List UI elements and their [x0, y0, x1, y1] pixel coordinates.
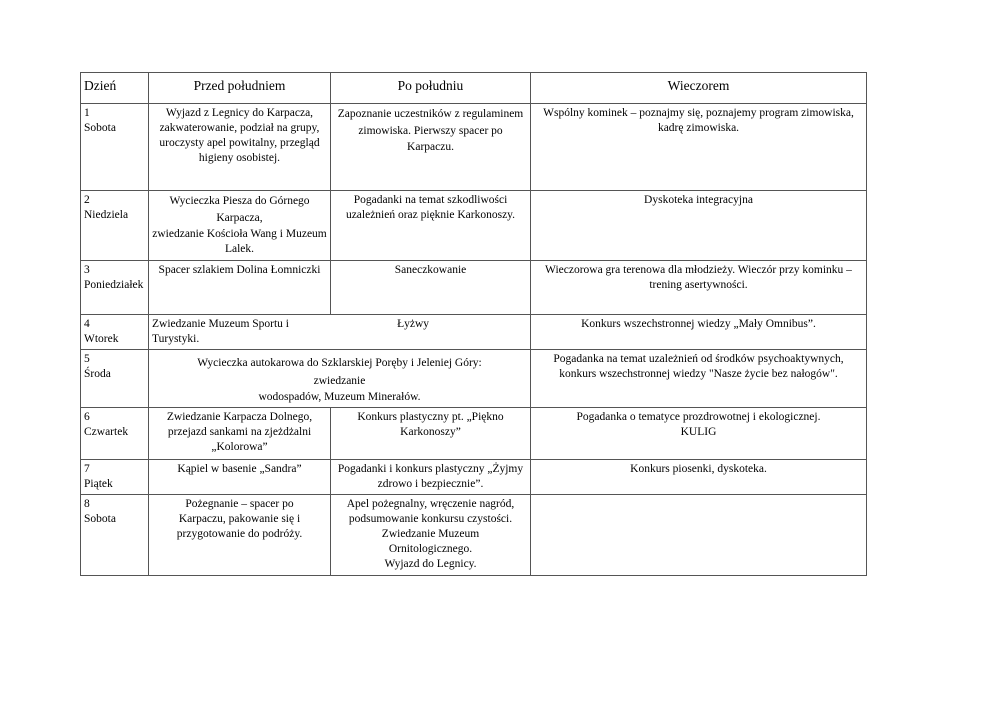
- afternoon-cell: Saneczkowanie: [331, 261, 531, 315]
- day-name: Poniedziałek: [84, 279, 144, 291]
- day-cell: [81, 261, 149, 315]
- table-row: [81, 350, 867, 408]
- evening-cell: [531, 408, 867, 460]
- header-evening: Wieczorem: [531, 73, 867, 104]
- afternoon-line: Wyjazd do Legnicy.: [384, 558, 477, 570]
- afternoon-line: Apel pożegnalny, wręczenie nagród, podsumowanie konkursu czystości.: [346, 498, 515, 525]
- morning-line: zwiedzanie Kościoła Wang i Muzeum Lalek.: [152, 228, 327, 255]
- day-number: 4: [84, 318, 90, 330]
- header-morning: Przed południem: [149, 73, 331, 104]
- table-row: [81, 261, 867, 315]
- table-row: [81, 191, 867, 261]
- evening-cell: Wieczorowa gra terenowa dla młodzieży. Wieczór przy kominku – trening asertywności.: [531, 261, 867, 315]
- merged-content: [152, 317, 527, 347]
- day-cell: [81, 315, 149, 350]
- morning-cell: Zwiedzanie Karpacza Dolnego, przejazd sankami na zjeżdżalni „Kolorowa”: [149, 408, 331, 460]
- afternoon-cell: Zapoznanie uczestników z regulaminem zimowiska. Pierwszy spacer po Karpaczu.: [331, 104, 531, 191]
- evening-cell: Dyskoteka integracyjna: [531, 191, 867, 261]
- day-name: Sobota: [84, 122, 116, 134]
- morning-text: Zwiedzanie Muzeum Sportu i Turystyki.: [152, 318, 290, 345]
- header-day: Dzień: [81, 73, 149, 104]
- evening-cell: Konkurs piosenki, dyskoteka.: [531, 460, 867, 495]
- table-row: [81, 460, 867, 495]
- trip-line: wodospadów, Muzeum Minerałów.: [258, 391, 421, 403]
- afternoon-cell: Pogadanki na temat szkodliwości uzależnień oraz pięknie Karkonoszy.: [331, 191, 531, 261]
- camp-schedule-table: [80, 72, 867, 576]
- table-row: [81, 408, 867, 460]
- morning-cell: Kąpiel w basenie „Sandra”: [149, 460, 331, 495]
- day-number: 8: [84, 498, 90, 510]
- day-name: Wtorek: [84, 333, 119, 345]
- morning-cell: Spacer szlakiem Dolina Łomniczki: [149, 261, 331, 315]
- day-name: Piątek: [84, 478, 113, 490]
- merged-day-cell: [149, 315, 531, 350]
- morning-cell: Wyjazd z Legnicy do Karpacza, zakwaterowanie, podział na grupy, uroczysty apel powitalny, przegląd higieny osobistej.: [149, 104, 331, 191]
- evening-line: Pogadanka o tematyce prozdrowotnej i ekologicznej.: [576, 411, 821, 423]
- table-row: [81, 104, 867, 191]
- trip-line: Wycieczka autokarowa do Szklarskiej Poręby i Jeleniej Góry: zwiedzanie: [197, 357, 482, 387]
- table-row: [81, 495, 867, 576]
- day-number: 7: [84, 463, 90, 475]
- day-name: Sobota: [84, 513, 116, 525]
- day-cell: [81, 495, 149, 576]
- trip-cell: [149, 350, 531, 408]
- afternoon-cell: Konkurs plastyczny pt. „Piękno Karkonoszy”: [331, 408, 531, 460]
- table-row: [81, 315, 867, 350]
- day-number: 6: [84, 411, 90, 423]
- afternoon-cell: Pogadanki i konkurs plastyczny „Żyjmy zdrowo i bezpiecznie”.: [331, 460, 531, 495]
- day-number: 3: [84, 264, 90, 276]
- day-number: 2: [84, 194, 90, 206]
- afternoon-line: Zwiedzanie Muzeum Ornitologicznego.: [381, 528, 480, 555]
- morning-cell: [149, 191, 331, 261]
- day-cell: [81, 350, 149, 408]
- day-number: 5: [84, 353, 90, 365]
- day-number: 1: [84, 107, 90, 119]
- day-name: Środa: [84, 368, 111, 380]
- day-cell: [81, 460, 149, 495]
- afternoon-cell: [331, 495, 531, 576]
- day-cell: [81, 408, 149, 460]
- evening-line: KULIG: [680, 426, 717, 438]
- header-row: [81, 73, 867, 104]
- evening-cell: [531, 495, 867, 576]
- day-name: Niedziela: [84, 209, 129, 221]
- header-afternoon: Po południu: [331, 73, 531, 104]
- day-cell: [81, 104, 149, 191]
- day-cell: [81, 191, 149, 261]
- evening-cell: Pogadanka na temat uzależnień od środków psychoaktywnych, konkurs wszechstronnej wiedzy "Nasze życie bez nałogów".: [531, 350, 867, 408]
- evening-cell: Konkurs wszechstronnej wiedzy „Mały Omnibus”.: [531, 315, 867, 350]
- morning-cell: Pożegnanie – spacer po Karpaczu, pakowanie się i przygotowanie do podróży.: [149, 495, 331, 576]
- day-name: Czwartek: [84, 426, 129, 438]
- morning-line: Wycieczka Piesza do Górnego Karpacza,: [169, 195, 310, 224]
- evening-cell: Wspólny kominek – poznajmy się, poznajemy program zimowiska, kadrę zimowiska.: [531, 104, 867, 191]
- afternoon-text: Łyżwy: [397, 318, 429, 330]
